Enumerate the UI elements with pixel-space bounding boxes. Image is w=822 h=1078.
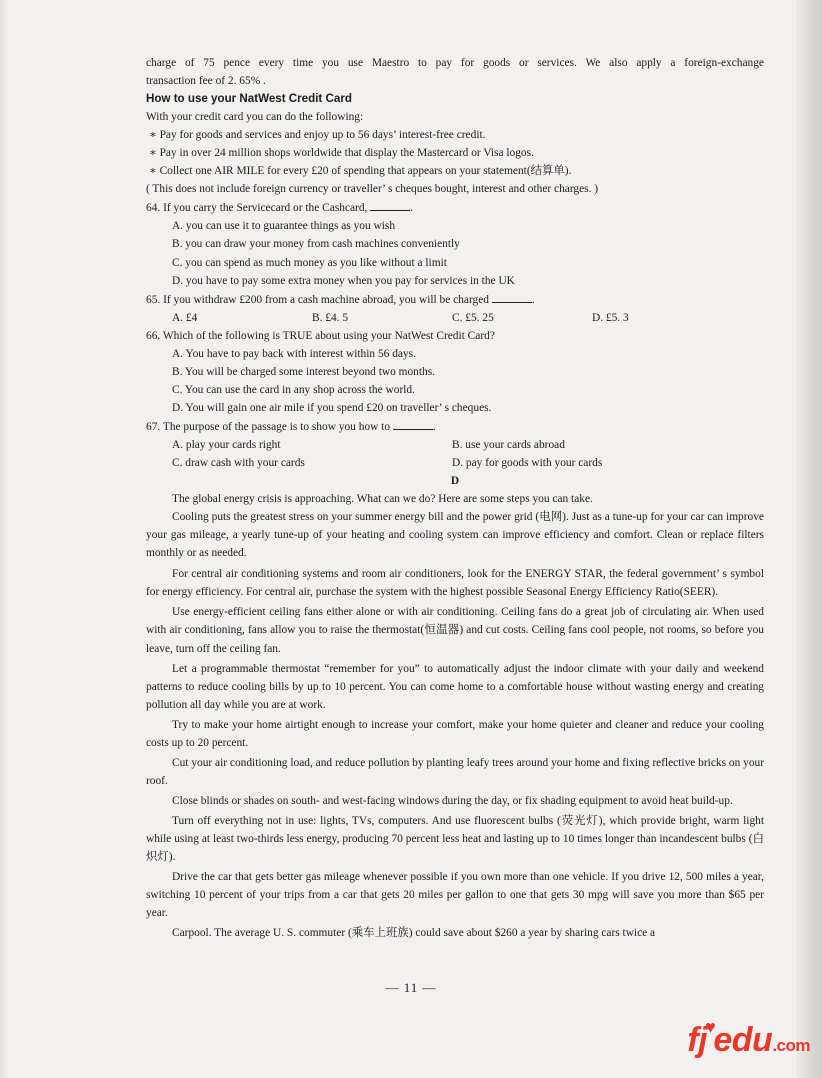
option: D. pay for goods with your cards [452,457,603,470]
intro-line: transaction fee of 2. 65% . [146,75,266,88]
option: A. £4 [172,311,198,324]
exam-page [146,54,764,942]
option: B. you can draw your money from cash machines conveniently [172,238,460,251]
option: A. You have to pay back with interest within 56 days. [172,347,416,360]
watermark-text: .com [772,1036,810,1055]
option: C. You can use the card in any shop across the world. [172,383,415,396]
option: B. £4. 5 [312,311,349,324]
answer-blank [370,198,410,211]
section-lead: With your credit card you can do the following: [146,111,364,124]
section-note: ( This does not include foreign currency or traveller’ s cheques bought, interest and other charges. ) [146,183,599,196]
passage-paragraph: Turn off everything not in use: lights, TVs, computers. And use fluorescent bulbs (荧光灯), which provide bright, warm light while using at least two-thirds less energy, producing 70 percent less heat and lasting up to 10 times longer than incandescent bulbs (白炽灯). [146,814,764,864]
question-66: 66. Which of the following is TRUE about using your NatWest Credit Card? [146,329,495,342]
passage-paragraph: Cooling puts the greatest stress on your summer energy bill and the power grid (电网). Just as a tune-up for your car can improve your gas mileage, a yearly tune-up of your heating and cooling system can improve efficiency and comfort. Clean or replace filters monthly or as needed. [146,511,764,560]
option: C. draw cash with your cards [172,457,305,470]
passage-paragraph: Use energy-efficient ceiling fans either alone or with air conditioning. Ceiling fans do a great job of circulating air. When used with air conditioning, fans allow you to raise the thermostat(恒温器) and cut costs. Ceiling fans cool people, not rooms, so before you leave, turn off the ceiling fan. [146,606,764,655]
option: D. You will gain one air mile if you spend £20 on traveller’ s cheques. [172,401,492,414]
bullet-item: ∗ Pay for goods and services and enjoy up to 56 days’ interest-free credit. [149,129,486,142]
question-stem-end: . [432,420,436,433]
passage-paragraph: Carpool. The average U. S. commuter (乘车上班族) could save about $260 a year by sharing cars twice a [172,927,656,940]
question-stem-end: . [410,202,414,215]
options-row [146,436,764,454]
option: A. play your cards right [172,438,281,451]
scan-shadow-right [796,0,822,1078]
bullet-item: ∗ Collect one AIR MILE for every £20 of spending that appears on your statement(结算单). [149,165,572,178]
site-watermark-logo [687,1017,810,1060]
question-stem: 64. If you carry the Servicecard or the Cashcard, [146,202,371,215]
option: B. You will be charged some interest beyond two months. [172,365,436,378]
option: D. £5. 3 [592,311,629,324]
watermark-text: fj [687,1021,708,1059]
page-number: — 11 — [385,980,437,995]
option: C. you can spend as much money as you like without a limit [172,256,447,269]
question-stem-end: . [531,293,535,306]
options-row [146,309,764,327]
passage-paragraph: Drive the car that gets better gas mileage whenever possible if you own more than one vehicle. If you drive 12, 500 miles a year, switching 10 percent of your trips from a car that gets 20 miles per gallon to one that gets 30 mpg will save you more than $65 per year. [146,871,764,920]
question-67 [146,417,764,436]
passage-letter: D [450,475,460,488]
question-65 [146,290,764,309]
passage-paragraph: Try to make your home airtight enough to increase your comfort, make your home quieter and cleaner and reduce your cooling costs up to 20 percent. [146,718,764,749]
scan-shadow-left [0,0,8,1078]
question-stem: 65. If you withdraw £200 from a cash machine abroad, you will be charged [146,293,492,306]
passage-paragraph: Cut your air conditioning load, and reduce pollution by planting leafy trees around your home and fixing reflective bricks on your roof. [146,756,764,787]
passage-paragraph: Close blinds or shades on south- and west-facing windows during the day, or fix shading equipment to avoid heat build-up. [172,794,733,807]
option: D. you have to pay some extra money when you pay for services in the UK [172,274,515,287]
passage-paragraph: Let a programmable thermostat “remember for you” to automatically adjust the indoor climate with your daily and weekend patterns to reduce cooling bills by up to 10 percent. You can come home to a comfortable house without wasting energy and creating pollution all day while you are at work. [146,662,764,711]
section-heading: How to use your NatWest Credit Card [146,92,352,106]
answer-blank [393,417,433,430]
passage-paragraph: The global energy crisis is approaching. What can we do? Here are some steps you can take. [172,493,593,506]
option: B. use your cards abroad [452,438,565,451]
heart-icon: ♥ [705,1017,716,1037]
intro-line: charge of 75 pence every time you use Maestro to pay for goods or services. We also apply a foreign-exchange [146,57,764,69]
watermark-text: edu [713,1021,773,1059]
option: A. you can use it to guarantee things as you wish [172,220,396,233]
bullet-item: ∗ Pay in over 24 million shops worldwide that display the Mastercard or Visa logos. [149,147,534,160]
answer-blank [492,290,532,303]
question-stem: 67. The purpose of the passage is to show you how to [146,420,393,433]
passage-paragraph: For central air conditioning systems and room air conditioners, look for the ENERGY STAR, the federal government’ s symbol for energy efficiency. For central air, purchase the system with the highest possible Seasonal Energy Efficiency Ratio(SEER). [146,568,764,599]
question-64 [146,198,764,217]
option: C. £5. 25 [452,311,494,324]
options-row [146,454,764,472]
